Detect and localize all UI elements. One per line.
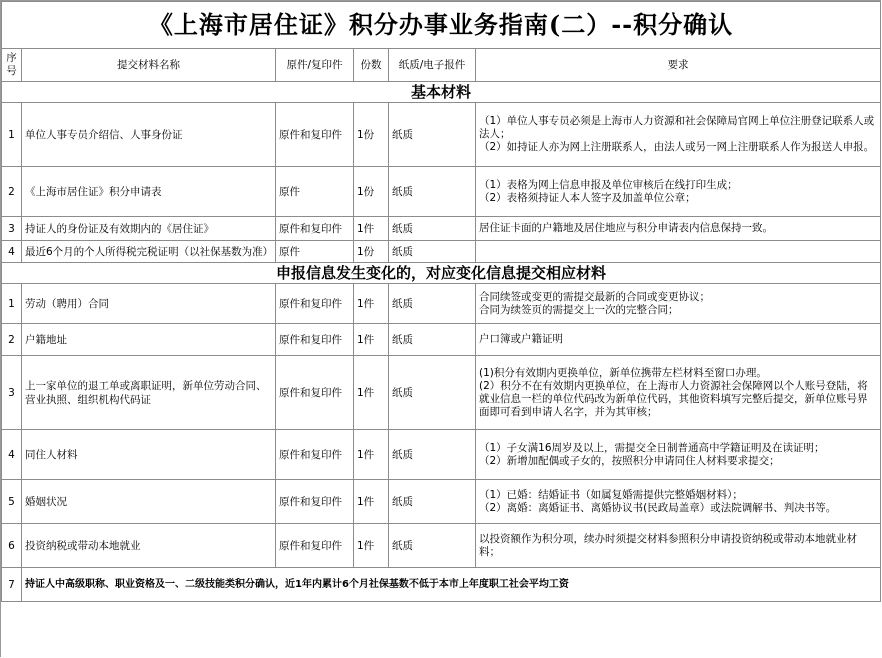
header-req: 要求 bbox=[476, 49, 881, 82]
row-type: 原件和复印件 bbox=[276, 356, 354, 430]
row-medium: 纸质 bbox=[389, 324, 476, 356]
table-row bbox=[2, 167, 881, 217]
section-title-basic: 基本材料 bbox=[2, 82, 881, 103]
row-count: 1件 bbox=[354, 324, 389, 356]
row-type: 原件和复印件 bbox=[276, 430, 354, 480]
row-req: (1)积分有效期内更换单位，新单位携带左栏材料至窗口办理。 (2）积分不在有效期内更换单位，在上海市人力资源社会保障网以个人账号登陆，将就业信息一栏的单位代码改为新单位代码，其他资料填写完整后提交，新单位账号界面即可看到申请人名字，并为其审核； bbox=[476, 356, 881, 430]
table-row bbox=[2, 284, 881, 324]
section-title-change: 申报信息发生变化的，对应变化信息提交相应材料 bbox=[2, 263, 881, 284]
table-row bbox=[2, 324, 881, 356]
row-no: 7 bbox=[2, 568, 22, 602]
row-no: 2 bbox=[2, 167, 22, 217]
table-row bbox=[2, 430, 881, 480]
row-req: （1）子女满16周岁及以上，需提交全日制普通高中学籍证明及在读证明； （2）新增加配偶或子女的，按照积分申请同住人材料要求提交； bbox=[476, 430, 881, 480]
row-name: 持证人的身份证及有效期内的《居住证》 bbox=[22, 217, 276, 241]
table-row bbox=[2, 524, 881, 568]
row-no: 2 bbox=[2, 324, 22, 356]
row-type: 原件和复印件 bbox=[276, 524, 354, 568]
row-name: 劳动（聘用）合同 bbox=[22, 284, 276, 324]
row-no: 4 bbox=[2, 241, 22, 263]
row-req bbox=[476, 241, 881, 263]
row-name: 《上海市居住证》积分申请表 bbox=[22, 167, 276, 217]
row-medium: 纸质 bbox=[389, 217, 476, 241]
section-row-change bbox=[2, 263, 881, 284]
row-type: 原件 bbox=[276, 167, 354, 217]
row-count: 1份 bbox=[354, 103, 389, 167]
row-medium: 纸质 bbox=[389, 480, 476, 524]
header-count: 份数 bbox=[354, 49, 389, 82]
row-no: 5 bbox=[2, 480, 22, 524]
row-name: 最近6个月的个人所得税完税证明（以社保基数为准） bbox=[22, 241, 276, 263]
row-count: 1件 bbox=[354, 284, 389, 324]
row-name: 投资纳税或带动本地就业 bbox=[22, 524, 276, 568]
row-req: （1）单位人事专员必须是上海市人力资源和社会保障局官网上单位注册登记联系人或法人； （2）如持证人亦为网上注册联系人，由法人或另一网上注册联系人作为报送人申报。 bbox=[476, 103, 881, 167]
row-req: 以投资额作为积分项，续办时须提交材料参照积分申请投资纳税或带动本地就业材料； bbox=[476, 524, 881, 568]
row-name: 婚姻状况 bbox=[22, 480, 276, 524]
row-req: （1）表格为网上信息申报及单位审核后在线打印生成； （2）表格须持证人本人签字及加盖单位公章； bbox=[476, 167, 881, 217]
row-no: 1 bbox=[2, 284, 22, 324]
table-row bbox=[2, 356, 881, 430]
row-medium: 纸质 bbox=[389, 103, 476, 167]
table-header-row bbox=[2, 49, 881, 82]
row-no: 3 bbox=[2, 217, 22, 241]
header-name: 提交材料名称 bbox=[22, 49, 276, 82]
row-type: 原件和复印件 bbox=[276, 217, 354, 241]
table-row-last bbox=[2, 568, 881, 602]
header-medium: 纸质/电子报件 bbox=[389, 49, 476, 82]
row-req: （1）已婚：结婚证书（如属复婚需提供完整婚姻材料）； （2）离婚：离婚证书、离婚协议书(民政局盖章）或法院调解书、判决书等。 bbox=[476, 480, 881, 524]
row-name: 上一家单位的退工单或离职证明，新单位劳动合同、营业执照、组织机构代码证 bbox=[22, 356, 276, 430]
row-name: 单位人事专员介绍信、人事身份证 bbox=[22, 103, 276, 167]
header-no: 序号 bbox=[2, 49, 22, 82]
row-type: 原件和复印件 bbox=[276, 284, 354, 324]
page-title: 《上海市居住证》积分办事业务指南(二）--积分确认 bbox=[2, 2, 881, 49]
row-medium: 纸质 bbox=[389, 167, 476, 217]
row-type: 原件和复印件 bbox=[276, 480, 354, 524]
row-req: 户口簿或户籍证明 bbox=[476, 324, 881, 356]
row-medium: 纸质 bbox=[389, 356, 476, 430]
row-note: 持证人中高级职称、职业资格及一、二级技能类积分确认，近1年内累计6个月社保基数不低于本市上年度职工社会平均工资 bbox=[22, 568, 881, 602]
row-count: 1份 bbox=[354, 167, 389, 217]
row-medium: 纸质 bbox=[389, 284, 476, 324]
row-count: 1件 bbox=[354, 356, 389, 430]
row-req: 居住证卡面的户籍地及居住地应与积分申请表内信息保持一致。 bbox=[476, 217, 881, 241]
table-row bbox=[2, 480, 881, 524]
row-medium: 纸质 bbox=[389, 430, 476, 480]
header-type: 原件/复印件 bbox=[276, 49, 354, 82]
row-count: 1件 bbox=[354, 524, 389, 568]
row-type: 原件和复印件 bbox=[276, 103, 354, 167]
row-req: 合同续签或变更的需提交最新的合同或变更协议； 合同为续签页的需提交上一次的完整合同； bbox=[476, 284, 881, 324]
table-row bbox=[2, 217, 881, 241]
row-count: 1件 bbox=[354, 430, 389, 480]
row-count: 1件 bbox=[354, 480, 389, 524]
table-row bbox=[2, 103, 881, 167]
row-name: 户籍地址 bbox=[22, 324, 276, 356]
row-no: 6 bbox=[2, 524, 22, 568]
row-type: 原件 bbox=[276, 241, 354, 263]
row-name: 同住人材料 bbox=[22, 430, 276, 480]
row-medium: 纸质 bbox=[389, 241, 476, 263]
row-count: 1件 bbox=[354, 217, 389, 241]
guide-table bbox=[1, 1, 881, 602]
table-row bbox=[2, 241, 881, 263]
row-medium: 纸质 bbox=[389, 524, 476, 568]
row-count: 1份 bbox=[354, 241, 389, 263]
row-no: 1 bbox=[2, 103, 22, 167]
row-type: 原件和复印件 bbox=[276, 324, 354, 356]
row-no: 4 bbox=[2, 430, 22, 480]
section-row-basic bbox=[2, 82, 881, 103]
row-no: 3 bbox=[2, 356, 22, 430]
